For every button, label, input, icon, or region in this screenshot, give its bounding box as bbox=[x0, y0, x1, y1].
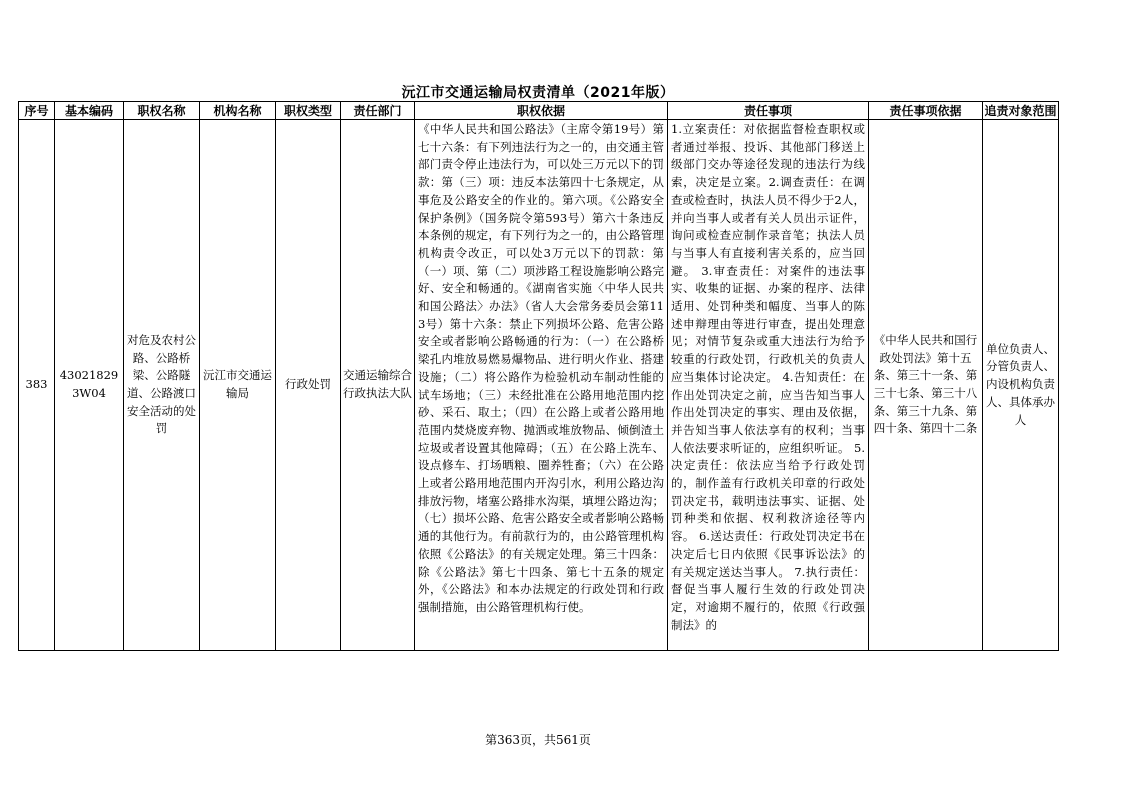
cell-power-name: 对危及农村公路、公路桥梁、公路隧道、公路渡口安全活动的处罚 bbox=[124, 120, 200, 651]
cell-seq: 383 bbox=[19, 120, 55, 651]
header-accountable: 追责对象范围 bbox=[983, 102, 1059, 120]
table-row bbox=[19, 120, 1059, 651]
table-header-row bbox=[19, 102, 1059, 120]
header-power-type: 职权类型 bbox=[276, 102, 341, 120]
cell-code: 430218293W04 bbox=[55, 120, 124, 651]
cell-org-name: 沅江市交通运输局 bbox=[200, 120, 276, 651]
duty-table bbox=[18, 101, 1059, 651]
page-title: 沅江市交通运输局权责清单（2021年版） bbox=[401, 85, 675, 101]
cell-power-type: 行政处罚 bbox=[276, 120, 341, 651]
header-duty-basis: 责任事项依据 bbox=[869, 102, 983, 120]
page-number: 第363页，共561页 bbox=[485, 733, 591, 747]
header-seq: 序号 bbox=[19, 102, 55, 120]
cell-duties: 1.立案责任：对依据监督检查职权或者通过举报、投诉、其他部门移送上级部门交办等途径发现的违法行为线索，决定是立案。2.调查责任：在调查或检查时，执法人员不得少于2人，并向当事人或者有关人员出示证件，询问或检查应制作录音笔；执法人员与当事人有直接利害关系的，应当回避。 3.审查责任：对案件的违法事实、收集的证据、办案的程序、法律适用、处罚种类和幅度、当事人的陈述申辩理由等进行审查，提出处理意见；对情节复杂或重大违法行为给予较重的行政处罚，行政机关的负责人应当集体讨论决定。 4.告知责任：在作出处罚决定之前，应当告知当事人作出处罚决定的事实、理由及依据，并告知当事人依法享有的权利；当事人依法要求听证的，应组织听证。 5.决定责任：依法应当给予行政处罚的，制作盖有行政机关印章的行政处罚决定书，载明违法事实、证据、处罚种类和依据、权利救济途径等内容。 6.送达责任：行政处罚决定书在决定后七日内依照《民事诉讼法》的有关规定送达当事人。 7.执行责任：督促当事人履行生效的行政处罚决定，对逾期不履行的，依照《行政强制法》的 bbox=[668, 120, 869, 651]
header-basis: 职权依据 bbox=[415, 102, 668, 120]
cell-accountable: 单位负责人、分管负责人、内设机构负责人、具体承办人 bbox=[983, 120, 1059, 651]
header-power-name: 职权名称 bbox=[124, 102, 200, 120]
cell-dept: 交通运输综合行政执法大队 bbox=[341, 120, 415, 651]
header-dept: 责任部门 bbox=[341, 102, 415, 120]
header-duties: 责任事项 bbox=[668, 102, 869, 120]
cell-duty-basis: 《中华人民共和国行政处罚法》第十五条、第三十一条、第三十七条、第三十八条、第三十九条、第四十条、第四十二条 bbox=[869, 120, 983, 651]
header-org-name: 机构名称 bbox=[200, 102, 276, 120]
header-code: 基本编码 bbox=[55, 102, 124, 120]
cell-basis: 《中华人民共和国公路法》（主席令第19号）第七十六条：有下列违法行为之一的，由交通主管部门责令停止违法行为，可以处三万元以下的罚款：第（三）项：违反本法第四十七条规定，从事危及公路安全的作业的。第六项。《公路安全保护条例》（国务院令第593号）第六十条违反本条例的规定，有下列行为之一的，由公路管理机构责令改正，可以处3万元以下的罚款：第（一）项、第（二）项涉路工程设施影响公路完好、安全和畅通的。《湖南省实施〈中华人民共和国公路法〉办法》（省人大会常务委员会第113号）第十六条：禁止下列损坏公路、危害公路安全或者影响公路畅通的行为：（一）在公路桥梁孔内堆放易燃易爆物品、进行明火作业、搭建设施；（二）将公路作为检验机动车制动性能的试车场地；（三）未经批准在公路用地范围内挖砂、采石、取土；（四）在公路上或者公路用地范围内焚烧废弃物、抛洒或堆放物品、倾倒渣土垃圾或者设置其他障碍；（五）在公路上洗车、设点修车、打场晒粮、圈养牲畜；（六）在公路上或者公路用地范围内开沟引水，利用公路边沟排放污物，堵塞公路排水沟渠，填埋公路边沟；（七）损坏公路、危害公路安全或者影响公路畅通的其他行为。有前款行为的，由公路管理机构依照《公路法》的有关规定处理。第三十四条：除《公路法》第七十四条、第七十五条的规定外，《公路法》和本办法规定的行政处罚和行政强制措施，由公路管理机构行使。 bbox=[415, 120, 668, 651]
